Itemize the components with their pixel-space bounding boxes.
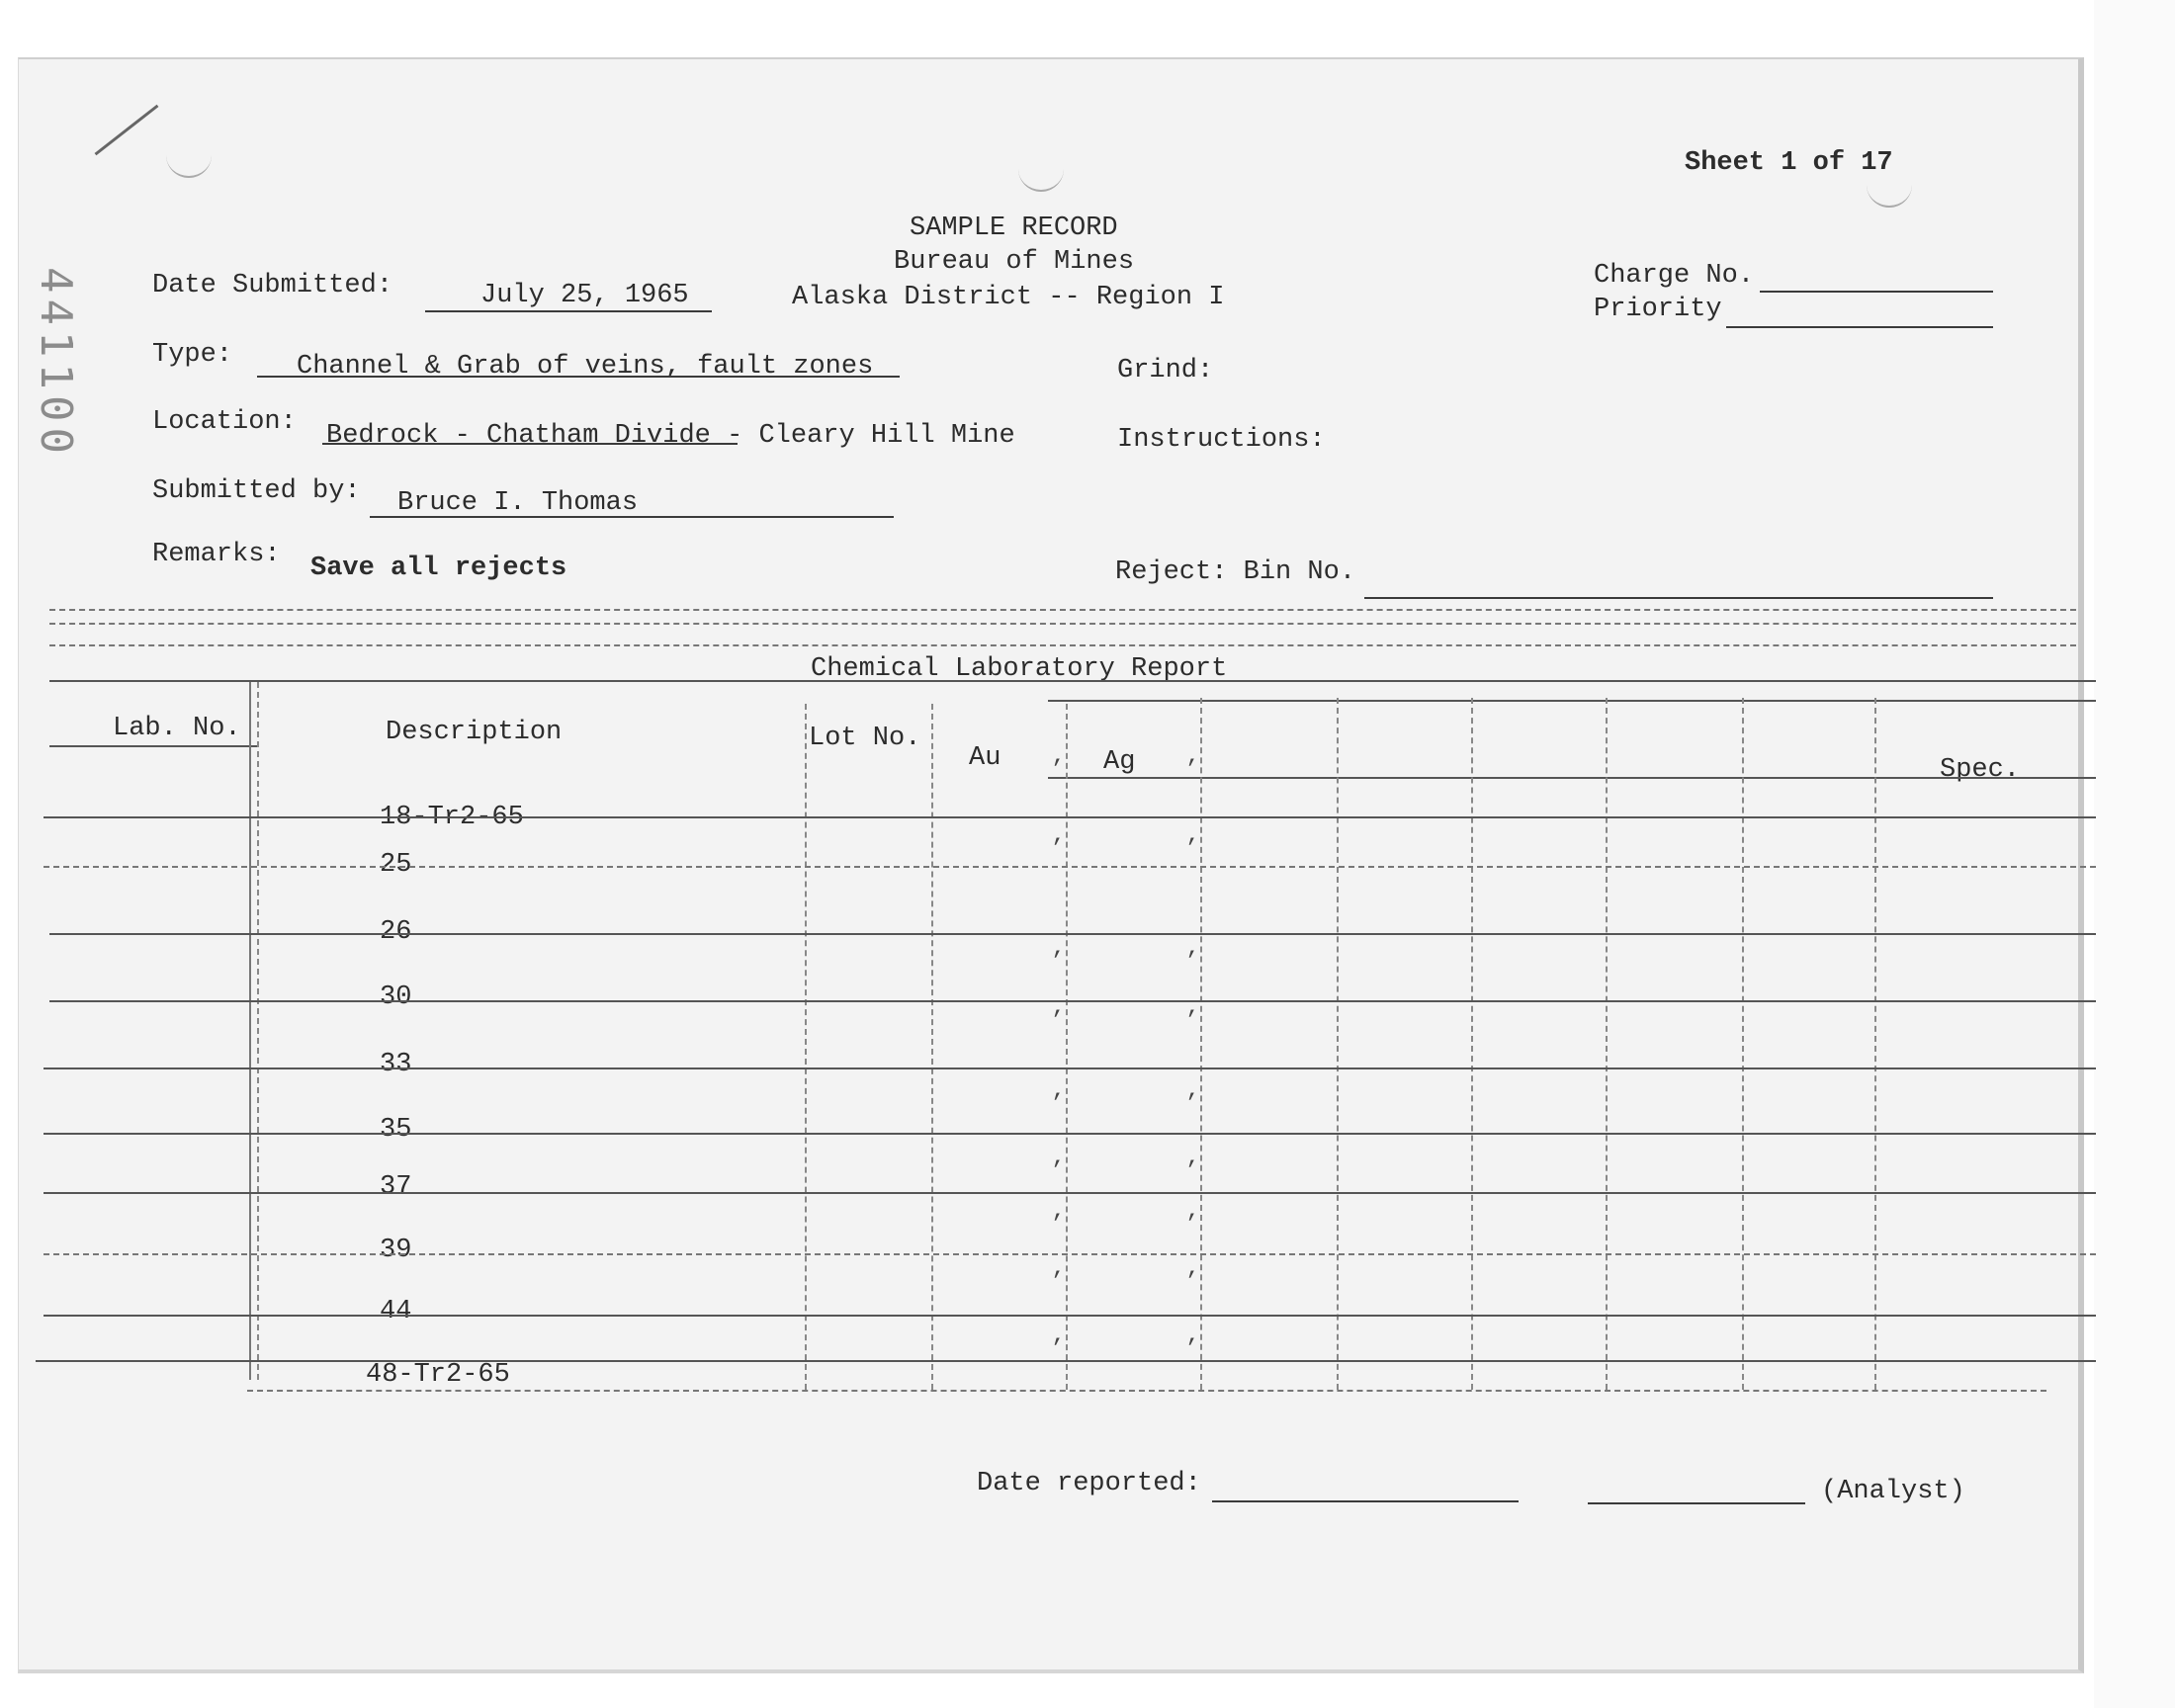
- check-mark: ’: [1050, 1269, 1065, 1296]
- location-value: Bedrock - Chatham Divide - Cleary Hill Mine: [326, 421, 1015, 451]
- check-mark: ’: [1050, 1336, 1065, 1363]
- row-rule: [49, 933, 2096, 935]
- row-description: 30: [380, 982, 412, 1012]
- row-rule: [44, 1315, 2096, 1317]
- separator-line: [49, 644, 2076, 646]
- location-label: Location:: [152, 407, 297, 437]
- check-mark: ’: [1184, 1091, 1199, 1118]
- date-submitted-line: [425, 310, 712, 312]
- priority-line: [1726, 326, 1993, 328]
- col-header-spec: Spec.: [1940, 755, 2021, 785]
- row-description: 25: [380, 850, 412, 880]
- row-rule: [44, 816, 2096, 818]
- remarks-value: Save all rejects: [310, 554, 567, 583]
- row-description: 39: [380, 1236, 412, 1265]
- table-bottom-line: [247, 1390, 2046, 1392]
- check-mark: ’: [1050, 757, 1065, 784]
- check-mark: ’: [1184, 1008, 1199, 1035]
- row-description: 48-Tr2-65: [366, 1360, 510, 1390]
- report-title: Chemical Laboratory Report: [811, 654, 1228, 684]
- check-mark: ’: [1050, 1158, 1065, 1185]
- row-rule: [44, 1253, 2096, 1255]
- row-description: 26: [380, 917, 412, 947]
- row-description: 44: [380, 1297, 412, 1326]
- col-header-lab-no: Lab. No.: [113, 714, 241, 743]
- column-divider: [1066, 704, 1068, 1390]
- header-rule: [49, 745, 257, 747]
- date-reported-line: [1212, 1500, 1519, 1502]
- submitted-by-line: [370, 516, 894, 518]
- column-divider: [1337, 698, 1339, 1390]
- stamp-number: 441100: [31, 267, 81, 460]
- date-submitted-value: July 25, 1965: [480, 281, 689, 310]
- reject-line: [1364, 597, 1993, 599]
- grind-label: Grind:: [1117, 356, 1214, 385]
- row-rule: [44, 866, 2096, 868]
- column-divider: [1874, 698, 1876, 1390]
- page-title: SAMPLE RECORD: [910, 214, 1118, 243]
- remarks-label: Remarks:: [152, 540, 281, 569]
- col-header-description: Description: [386, 718, 563, 747]
- col-header-ag: Ag: [1103, 747, 1136, 777]
- submitted-by-value: Bruce I. Thomas: [397, 488, 639, 518]
- separator-line: [49, 623, 2076, 625]
- header-rule: [1048, 777, 2096, 779]
- scan-margin: [2094, 0, 2175, 1708]
- separator-line: [49, 609, 2076, 611]
- check-mark: ’: [1184, 1158, 1199, 1185]
- type-line: [257, 376, 900, 378]
- reject-label: Reject: Bin No.: [1115, 557, 1356, 587]
- org-name: Bureau of Mines: [894, 247, 1135, 277]
- district-name: Alaska District -- Region I: [792, 283, 1225, 312]
- row-rule: [44, 1133, 2096, 1135]
- column-divider: [1200, 698, 1202, 1390]
- column-divider: [805, 704, 807, 1390]
- date-reported-label: Date reported:: [977, 1469, 1201, 1498]
- row-description: 33: [380, 1050, 412, 1079]
- analyst-line: [1588, 1502, 1805, 1504]
- check-mark: ’: [1050, 836, 1065, 863]
- charge-line: [1760, 291, 1993, 293]
- row-rule: [44, 1192, 2096, 1194]
- check-mark: ’: [1050, 1091, 1065, 1118]
- analyst-label: (Analyst): [1821, 1477, 1965, 1506]
- table-top-line: [49, 680, 2096, 682]
- priority-label: Priority: [1594, 295, 1722, 324]
- check-mark: ’: [1184, 1212, 1199, 1238]
- column-divider: [249, 682, 251, 1380]
- submitted-by-label: Submitted by:: [152, 476, 361, 506]
- instructions-label: Instructions:: [1117, 425, 1326, 455]
- column-divider: [1742, 698, 1744, 1390]
- check-mark: ’: [1184, 757, 1199, 784]
- location-line: [322, 443, 738, 445]
- check-mark: ’: [1050, 1212, 1065, 1238]
- type-label: Type:: [152, 340, 233, 370]
- row-rule: [44, 1068, 2096, 1069]
- type-value: Channel & Grab of veins, fault zones: [297, 352, 874, 382]
- row-description: 37: [380, 1172, 412, 1202]
- column-divider: [931, 704, 933, 1390]
- row-rule: [36, 1360, 2096, 1362]
- check-mark: ’: [1050, 949, 1065, 976]
- check-mark: ’: [1184, 1269, 1199, 1296]
- table-top-line: [1048, 700, 2096, 702]
- column-divider: [257, 682, 259, 1380]
- date-submitted-label: Date Submitted:: [152, 271, 393, 300]
- row-description: 18-Tr2-65: [380, 803, 524, 832]
- col-header-au: Au: [969, 743, 1001, 773]
- check-mark: ’: [1184, 836, 1199, 863]
- column-divider: [1471, 698, 1473, 1390]
- check-mark: ’: [1050, 1008, 1065, 1035]
- col-header-lot-no: Lot No.: [809, 724, 921, 753]
- row-rule: [49, 1000, 2096, 1002]
- charge-label: Charge No.: [1594, 261, 1755, 291]
- check-mark: ’: [1184, 949, 1199, 976]
- column-divider: [1606, 698, 1608, 1390]
- check-mark: ’: [1184, 1336, 1199, 1363]
- row-description: 35: [380, 1115, 412, 1145]
- sheet-number: Sheet 1 of 17: [1685, 148, 1893, 178]
